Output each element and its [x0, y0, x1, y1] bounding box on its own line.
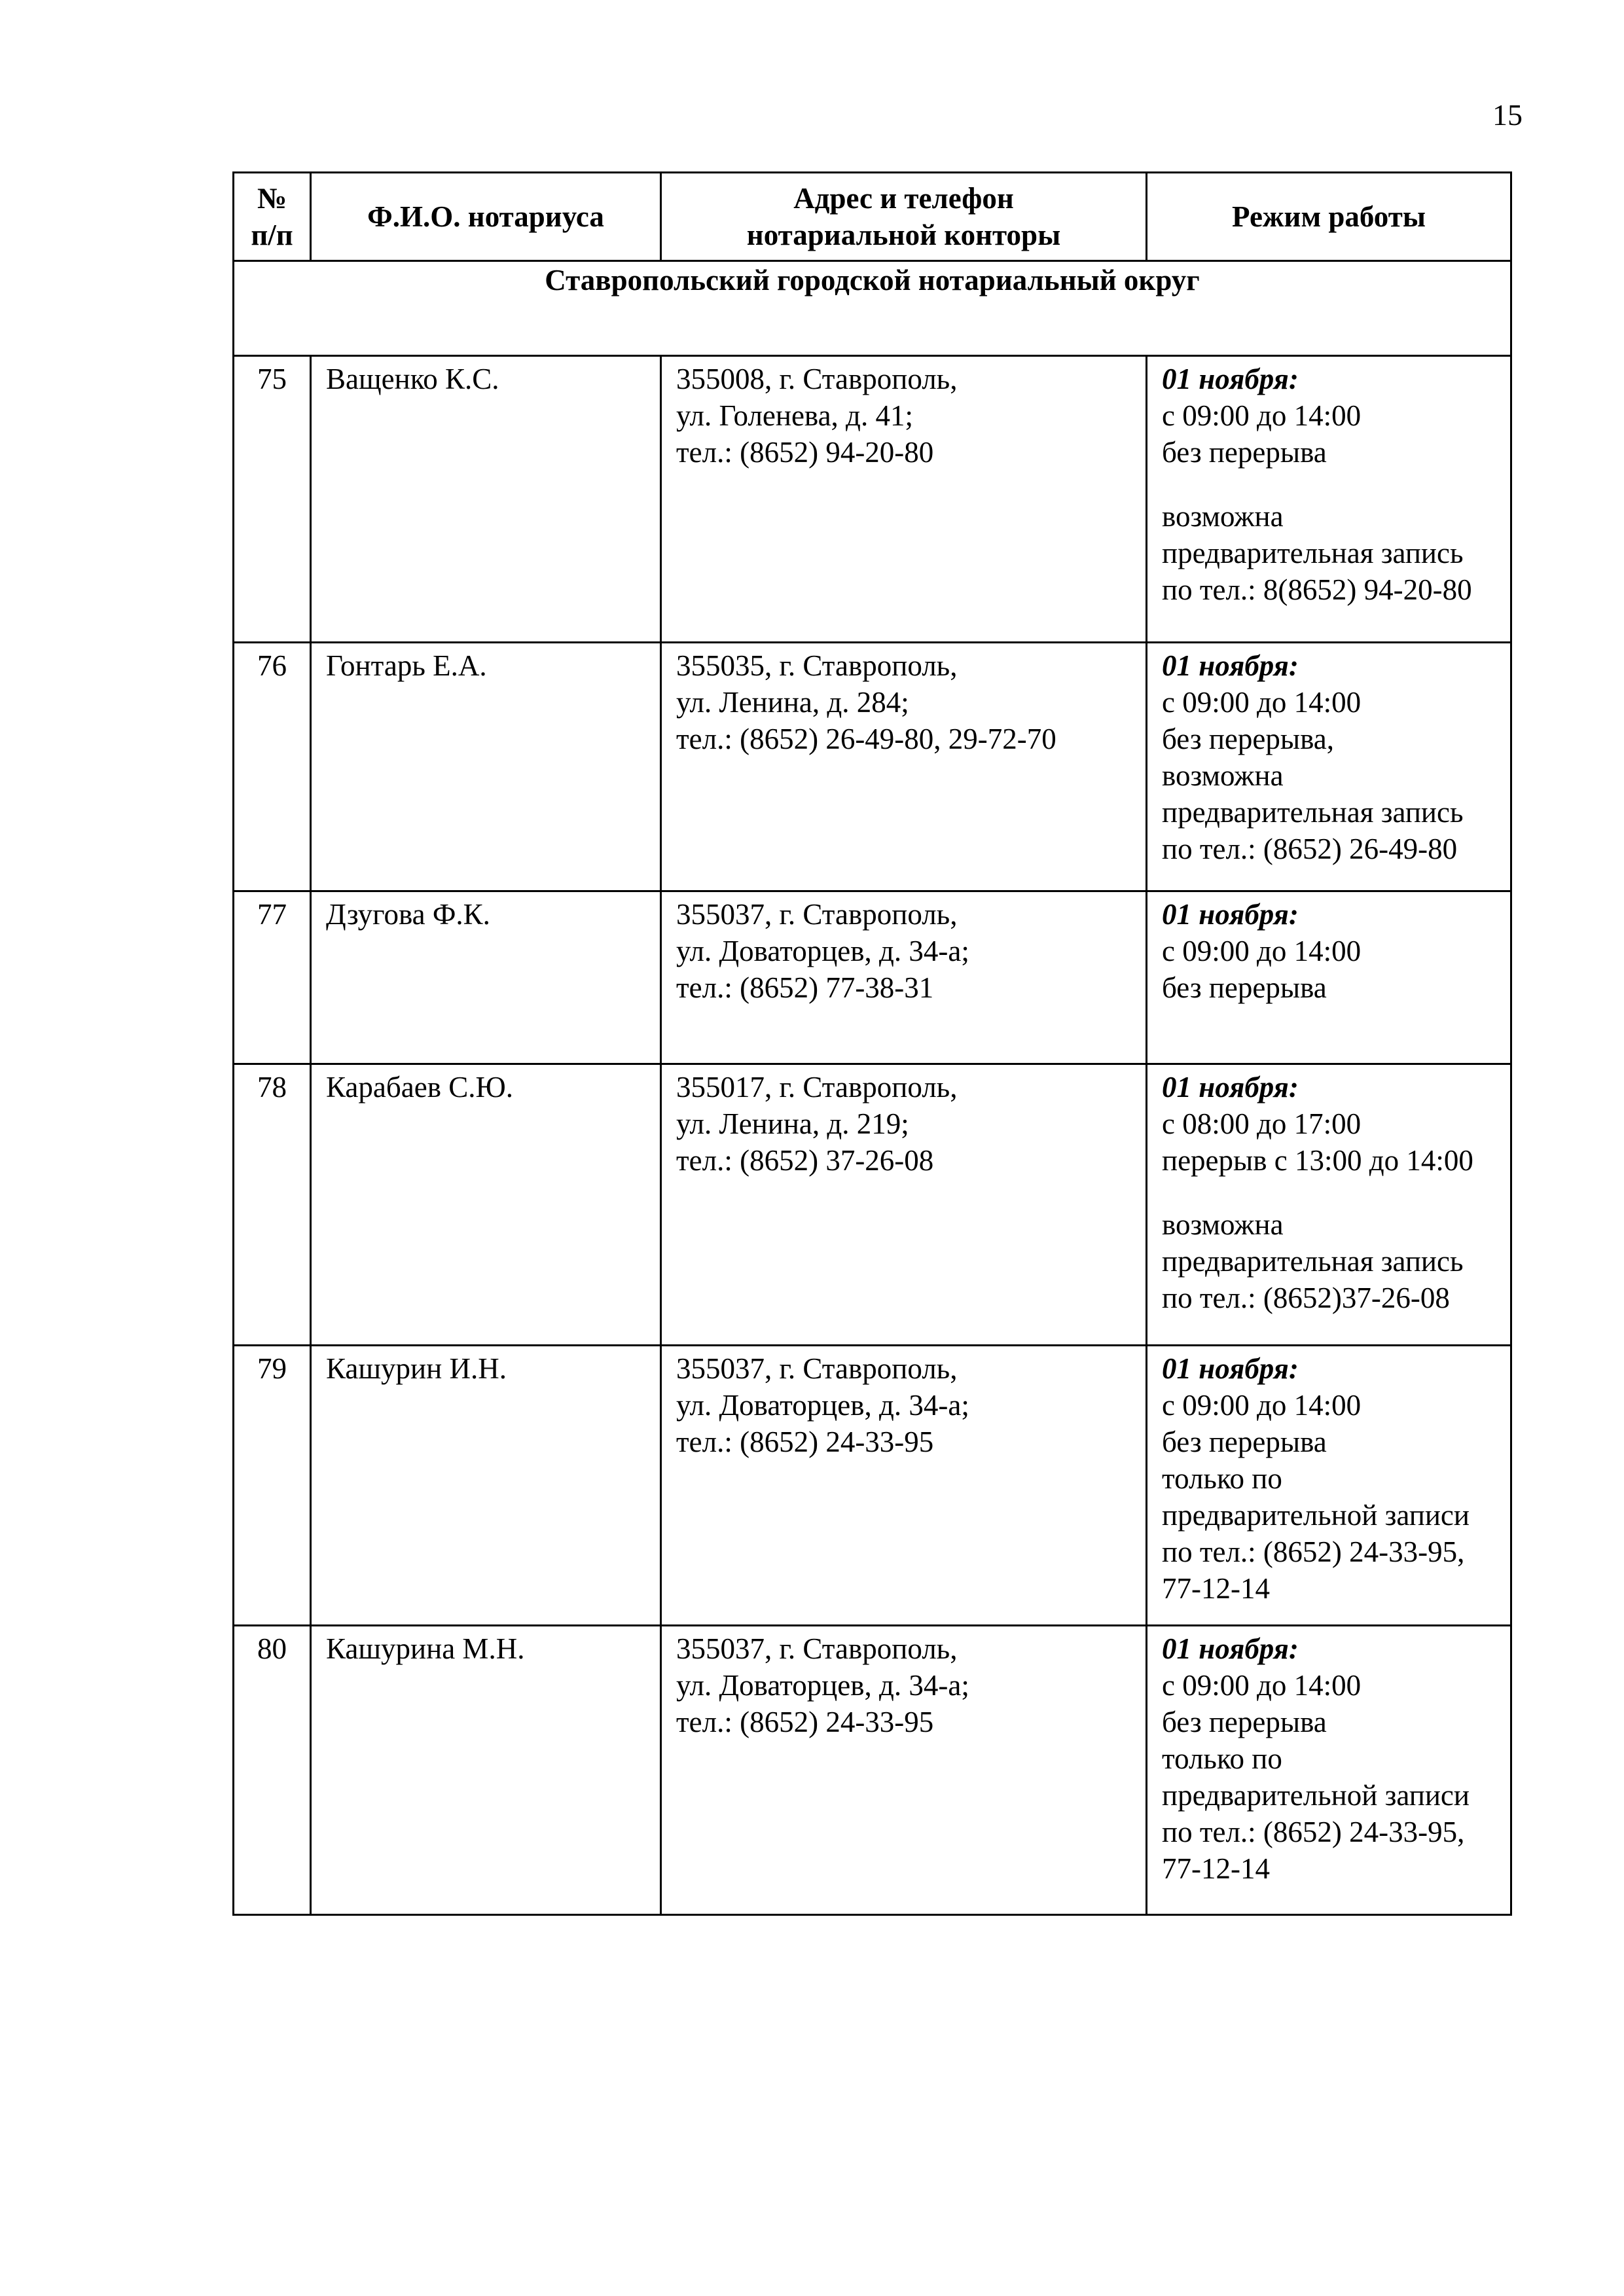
- schedule-line: с 09:00 до 14:00: [1162, 686, 1362, 719]
- table-header-row: [234, 173, 1511, 261]
- address-line: тел.: (8652) 37-26-08: [676, 1144, 934, 1177]
- schedule-date: 01 ноября:: [1162, 1071, 1299, 1103]
- address-line: 355035, г. Ставрополь,: [676, 649, 958, 682]
- schedule-date: 01 ноября:: [1162, 1352, 1299, 1385]
- address-line: 355037, г. Ставрополь,: [676, 1632, 958, 1665]
- address-cell: [661, 891, 1147, 1064]
- table-row: [234, 1064, 1511, 1346]
- address-cell: [661, 1346, 1147, 1626]
- schedule-line: с 09:00 до 14:00: [1162, 399, 1362, 432]
- schedule-note: по тел.: 8(8652) 94-20-80: [1162, 573, 1472, 606]
- address-line: тел.: (8652) 26-49-80, 29-72-70: [676, 723, 1056, 755]
- schedule-line: без перерыва,: [1162, 723, 1334, 755]
- schedule-note: возможна: [1162, 500, 1284, 533]
- schedule-date: 01 ноября:: [1162, 1632, 1299, 1665]
- schedule-line: только по: [1162, 1742, 1282, 1775]
- schedule-note: предварительная запись: [1162, 1245, 1464, 1278]
- address-line: ул. Ленина, д. 219;: [676, 1107, 909, 1140]
- address-cell: [661, 643, 1147, 891]
- address-line: тел.: (8652) 24-33-95: [676, 1706, 934, 1738]
- address-cell: [661, 356, 1147, 643]
- address-line: 355017, г. Ставрополь,: [676, 1071, 958, 1103]
- address-line: 355037, г. Ставрополь,: [676, 898, 958, 931]
- notary-name: Гонтарь Е.А.: [311, 643, 661, 891]
- address-line: ул. Доваторцев, д. 34-а;: [676, 1389, 969, 1422]
- schedule-line: предварительной записи: [1162, 1499, 1470, 1532]
- schedule-line: с 09:00 до 14:00: [1162, 1389, 1362, 1422]
- header-address: [661, 173, 1147, 261]
- section-row: [234, 261, 1511, 356]
- row-number: 75: [234, 356, 311, 643]
- header-number-line1: №: [257, 182, 287, 215]
- header-address-line1: Адрес и телефон: [793, 182, 1014, 215]
- schedule-date: 01 ноября:: [1162, 898, 1299, 931]
- schedule-line: без перерыва: [1162, 436, 1327, 469]
- address-cell: [661, 1626, 1147, 1915]
- table-row: [234, 1626, 1511, 1915]
- schedule-line: предварительной записи: [1162, 1779, 1470, 1812]
- notary-name: Ващенко К.С.: [311, 356, 661, 643]
- header-name: Ф.И.О. нотариуса: [311, 173, 661, 261]
- schedule-note: по тел.: (8652)37-26-08: [1162, 1282, 1450, 1314]
- table-row: [234, 1346, 1511, 1626]
- schedule-cell: [1147, 643, 1511, 891]
- address-line: тел.: (8652) 24-33-95: [676, 1426, 934, 1458]
- table-row: [234, 643, 1511, 891]
- schedule-note: предварительная запись: [1162, 537, 1464, 569]
- row-number: 78: [234, 1064, 311, 1346]
- schedule-cell: [1147, 891, 1511, 1064]
- address-line: тел.: (8652) 94-20-80: [676, 436, 934, 469]
- schedule-line: по тел.: (8652) 24-33-95,: [1162, 1535, 1465, 1568]
- schedule-cell: [1147, 1064, 1511, 1346]
- address-line: 355008, г. Ставрополь,: [676, 363, 958, 395]
- schedule-line: без перерыва: [1162, 1706, 1327, 1738]
- notary-name: Карабаев С.Ю.: [311, 1064, 661, 1346]
- address-line: ул. Доваторцев, д. 34-а;: [676, 1669, 969, 1702]
- schedule-line: без перерыва: [1162, 971, 1327, 1004]
- schedule-line: с 09:00 до 14:00: [1162, 1669, 1362, 1702]
- notary-table: [232, 171, 1512, 1916]
- row-number: 76: [234, 643, 311, 891]
- header-number-line2: п/п: [251, 219, 293, 251]
- schedule-line: возможна: [1162, 759, 1284, 792]
- header-number: [234, 173, 311, 261]
- schedule-line: только по: [1162, 1462, 1282, 1495]
- header-schedule: Режим работы: [1147, 173, 1511, 261]
- notary-name: Дзугова Ф.К.: [311, 891, 661, 1064]
- address-line: 355037, г. Ставрополь,: [676, 1352, 958, 1385]
- table-row: [234, 891, 1511, 1064]
- address-cell: [661, 1064, 1147, 1346]
- address-line: ул. Голенева, д. 41;: [676, 399, 913, 432]
- row-number: 77: [234, 891, 311, 1064]
- schedule-cell: [1147, 1346, 1511, 1626]
- schedule-note: возможна: [1162, 1208, 1284, 1241]
- page-number: 15: [1492, 98, 1523, 132]
- schedule-line: с 08:00 до 17:00: [1162, 1107, 1362, 1140]
- schedule-line: без перерыва: [1162, 1426, 1327, 1458]
- address-line: ул. Ленина, д. 284;: [676, 686, 909, 719]
- schedule-cell: [1147, 1626, 1511, 1915]
- notary-name: Кашурин И.Н.: [311, 1346, 661, 1626]
- section-title: Ставропольский городской нотариальный округ: [234, 261, 1511, 356]
- schedule-line: предварительная запись: [1162, 796, 1464, 829]
- schedule-line: по тел.: (8652) 26-49-80: [1162, 833, 1458, 865]
- row-number: 79: [234, 1346, 311, 1626]
- schedule-date: 01 ноября:: [1162, 649, 1299, 682]
- schedule-line: 77-12-14: [1162, 1852, 1270, 1885]
- address-line: тел.: (8652) 77-38-31: [676, 971, 934, 1004]
- notary-name: Кашурина М.Н.: [311, 1626, 661, 1915]
- schedule-line: с 09:00 до 14:00: [1162, 935, 1362, 967]
- schedule-line: 77-12-14: [1162, 1572, 1270, 1605]
- row-number: 80: [234, 1626, 311, 1915]
- table-row: [234, 356, 1511, 643]
- schedule-line: по тел.: (8652) 24-33-95,: [1162, 1816, 1465, 1848]
- header-address-line2: нотариальной конторы: [746, 219, 1061, 251]
- schedule-line: перерыв с 13:00 до 14:00: [1162, 1144, 1473, 1177]
- schedule-date: 01 ноября:: [1162, 363, 1299, 395]
- schedule-cell: [1147, 356, 1511, 643]
- address-line: ул. Доваторцев, д. 34-а;: [676, 935, 969, 967]
